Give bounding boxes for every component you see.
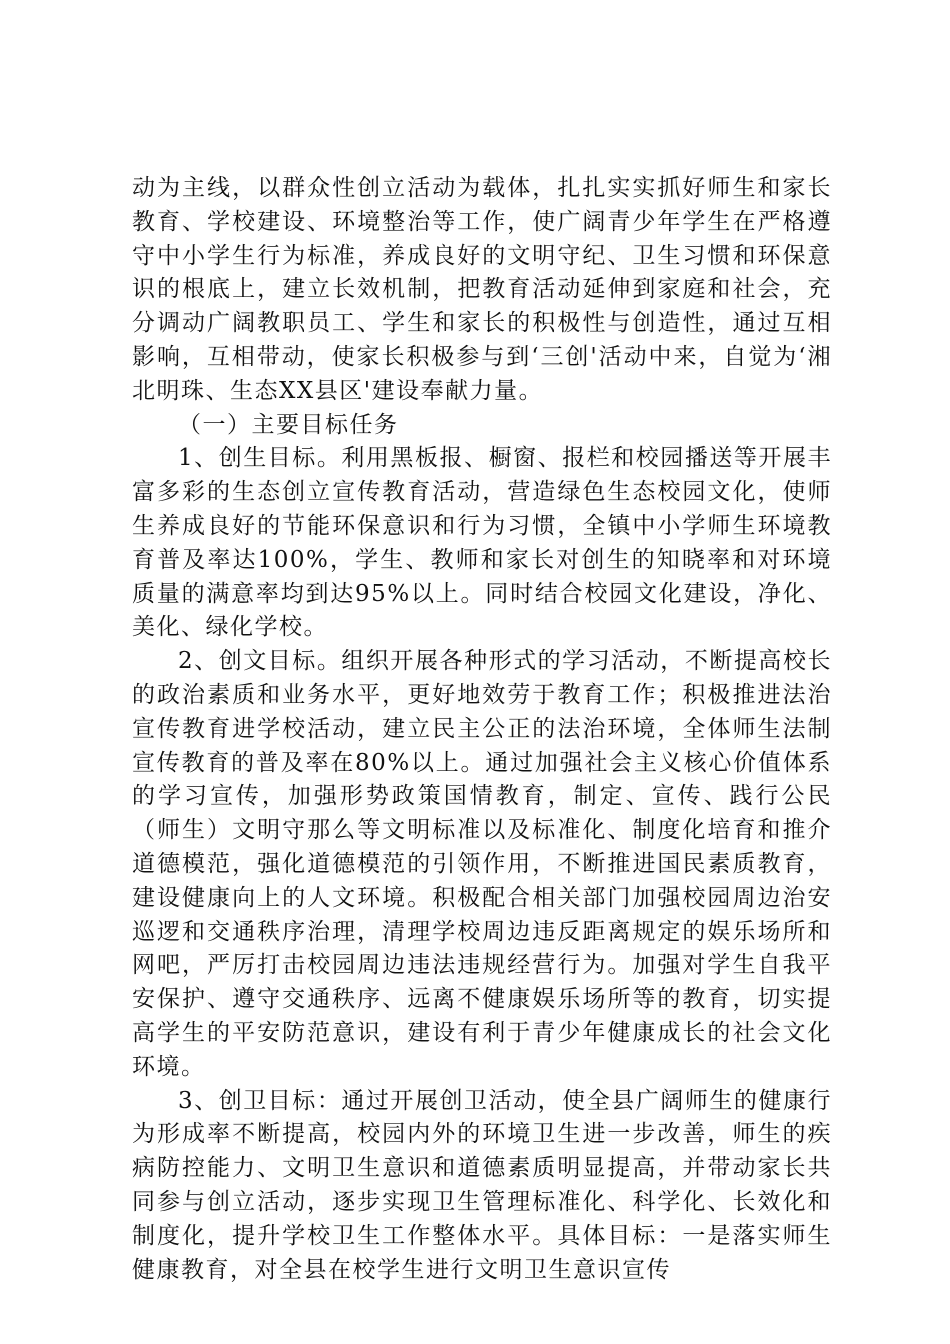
paragraph-goal-2: 2、创文目标。组织开展各种形式的学习活动，不断提高校长的政治素质和业务水平，更好地效劳于教育工作；积极推进法治宣传教育进学校活动，建立民主公正的法治环境，全体师生法制宣传教育的普及率在80%以上。通过加强社会主义核心价值体系的学习宣传，加强形势政策国情教育，制定、宣传、践行公民（师生）文明守那么等文明标准以及标准化、制度化培育和推介道德模范，强化道德模范的引领作用，不断推进国民素质教育，建设健康向上的人文环境。积极配合相关部门加强校园周边治安巡逻和交通秩序治理，清理学校周边违反距离规定的娱乐场所和网吧，严厉打击校园周边违法违规经营行为。加强对学生自我平安保护、遵守交通秩序、远离不健康娱乐场所等的教育，切实提高学生的平安防范意识，建设有利于青少年健康成长的社会文化环境。 bbox=[132, 648, 832, 1080]
document-body bbox=[132, 172, 832, 1287]
paragraph-goal-3: 3、创卫目标：通过开展创卫活动，使全县广阔师生的健康行为形成率不断提高，校园内外的环境卫生进一步改善，师生的疾病防控能力、文明卫生意识和道德素质明显提高，并带动家长共同参与创立活动，逐步实现卫生管理标准化、科学化、长效化和制度化，提升学校卫生工作整体水平。具体目标：一是落实师生健康教育，对全县在校学生进行文明卫生意识宣传 bbox=[132, 1087, 832, 1283]
section-heading: （一）主要目标任务 bbox=[178, 411, 399, 438]
paragraph-goal-1: 1、创生目标。利用黑板报、橱窗、报栏和校园播送等开展丰富多彩的生态创立宣传教育活动，营造绿色生态校园文化，使师生养成良好的节能环保意识和行为习惯，全镇中小学师生环境教育普及率达100%，学生、教师和家长对创生的知晓率和对环境质量的满意率均到达95%以上。同时结合校园文化建设，净化、美化、绿化学校。 bbox=[132, 445, 832, 641]
paragraph-intro: 动为主线，以群众性创立活动为载体，扎扎实实抓好师生和家长教育、学校建设、环境整治等工作，使广阔青少年学生在严格遵守中小学生行为标准，养成良好的文明守纪、卫生习惯和环保意识的根底上，建立长效机制，把教育活动延伸到家庭和社会，充分调动广阔教职员工、学生和家长的积极性与创造性，通过互相影响，互相带动，使家长积极参与到‘三创'活动中来，自觉为‘湘北明珠、生态XX县区'建设奉献力量。 bbox=[132, 175, 832, 404]
